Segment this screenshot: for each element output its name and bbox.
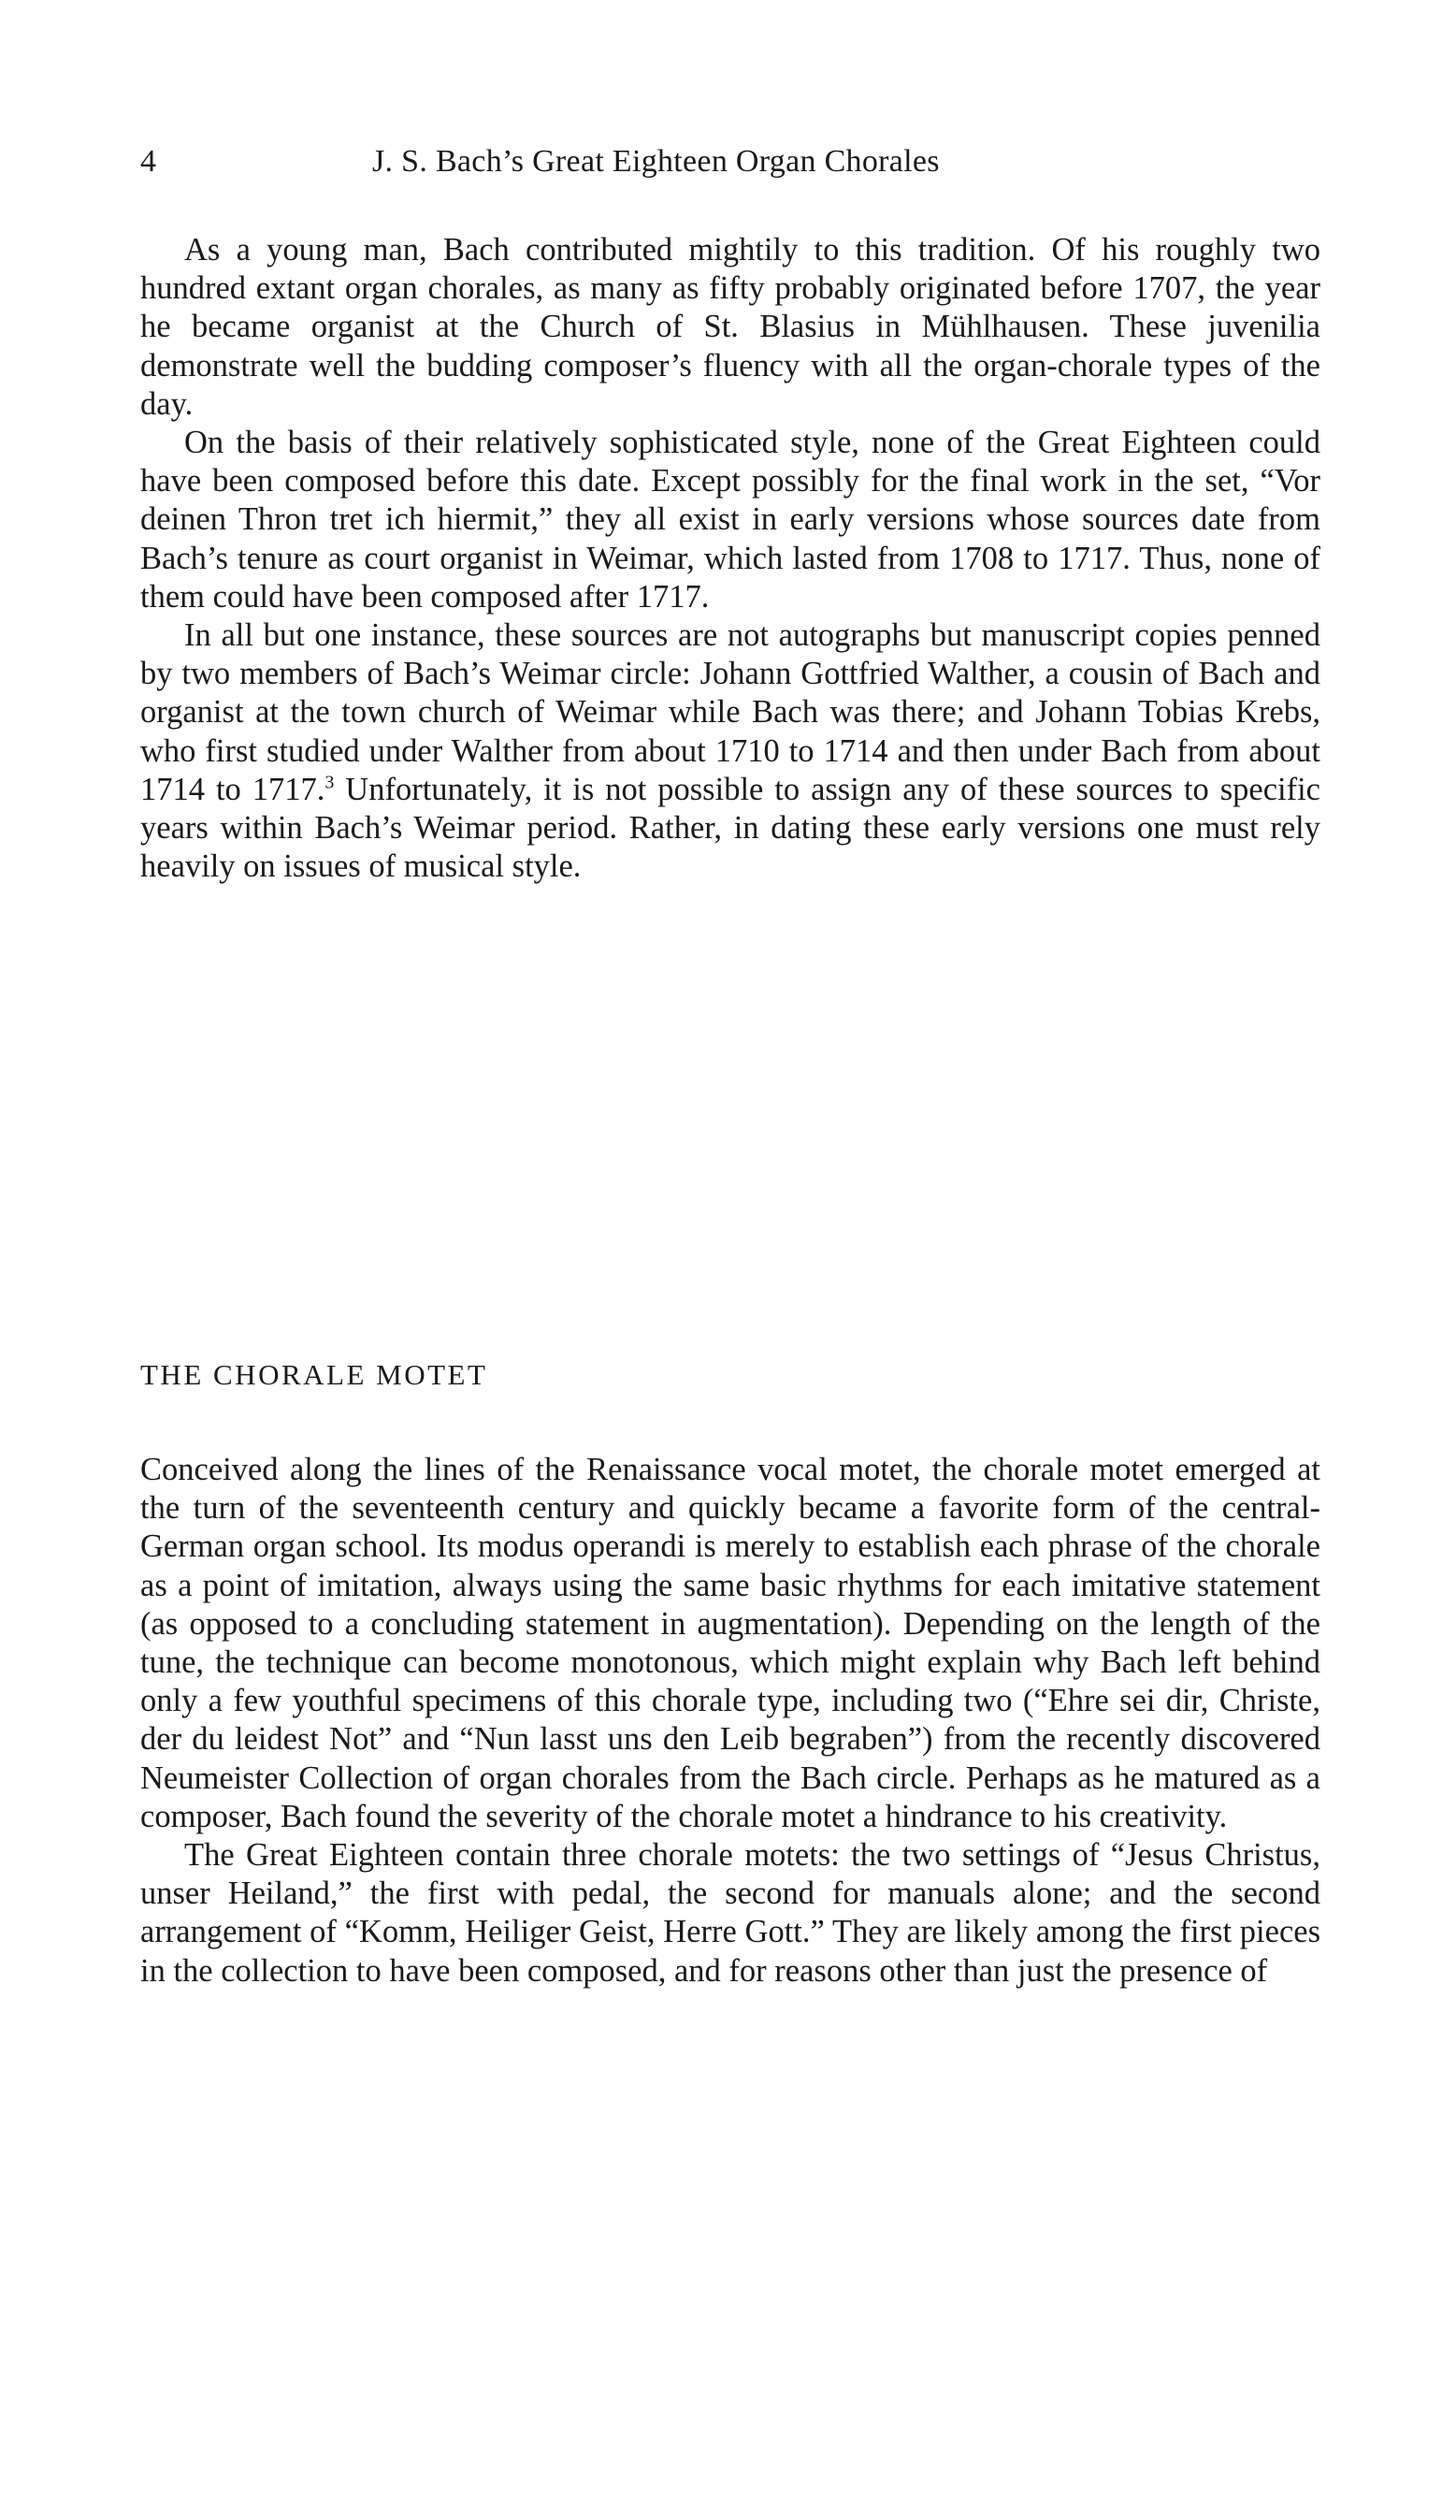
paragraph: On the basis of their relatively sophisticated style, none of the Great Eighteen could have been composed before this date. Except possibly for the final work in the set, “Vor deinen Thron tret ich hiermit,” they all exist in early versions whose sources date from Bach’s tenure as court organist in Weimar, which lasted from 1708 to 1717. Thus, none of them could have been composed after 1717. <box>140 425 1320 615</box>
paragraph: The Great Eighteen contain three chorale motets: the two settings of “Jesus Christus, unser Heiland,” the first with pedal, the second for manuals alone; and the second arrangement of “Komm, Heiliger Geist, Herre Gott.” They are likely among the first pieces in the collection to have been composed, and for reasons other than just the presence of <box>140 1837 1320 1989</box>
section-one-text <box>140 231 1320 886</box>
section-two-text <box>140 1451 1320 1991</box>
running-head <box>140 138 1320 185</box>
running-title: J. S. Bach’s Great Eighteen Organ Chorales <box>372 144 940 179</box>
page-number: 4 <box>140 144 156 179</box>
section-heading: THE CHORALE MOTET <box>140 1358 488 1391</box>
paragraph: Conceived along the lines of the Renaissance vocal motet, the chorale motet emerged at the turn of the seventeenth century and quickly became a favorite form of the central-German organ school. Its modus operandi is merely to establish each phrase of the chorale as a point of imitation, always using the same basic rhythms for each imitative statement (as opposed to a concluding statement in augmentation). Depending on the length of the tune, the technique can become monotonous, which might explain why Bach left behind only a few youthful specimens of this chorale type, including two (“Ehre sei dir, Christe, der du leidest Not” and “Nun lasst uns den Leib begraben”) from the recently discovered Neumeister Collection of organ chorales from the Bach circle. Perhaps as he matured as a composer, Bach found the severity of the chorale motet a hindrance to his creativity. <box>140 1452 1320 1834</box>
paragraph: As a young man, Bach contributed mightily to this tradition. Of his roughly two hundred extant organ chorales, as many as fifty probably originated before 1707, the year he became organist at the Church of St. Blasius in Mühlhausen. These juvenilia demonstrate well the budding composer’s fluency with all the organ-chorale types of the day. <box>140 232 1320 422</box>
paragraph-text: In all but one instance, these sources are not autographs but manuscript copies penned by two members of Bach’s Weimar circle: Johann Gottfried Walther, a cousin of Bach and organist at the town church of Weimar while Bach was there; and Johann Tobias Krebs, who first studied under Walther from about 1710 to 1714 and then under Bach from about 1714 to 1717. <box>140 617 1320 807</box>
paragraph-with-footnote <box>140 616 1320 886</box>
footnote-reference[interactable]: 3 <box>324 772 335 793</box>
paragraph-text: Unfortunately, it is not possible to assign any of these sources to specific years within Bach’s Weimar period. Rather, in dating these early versions one must rely heavily on issues of musical style. <box>140 771 1321 885</box>
